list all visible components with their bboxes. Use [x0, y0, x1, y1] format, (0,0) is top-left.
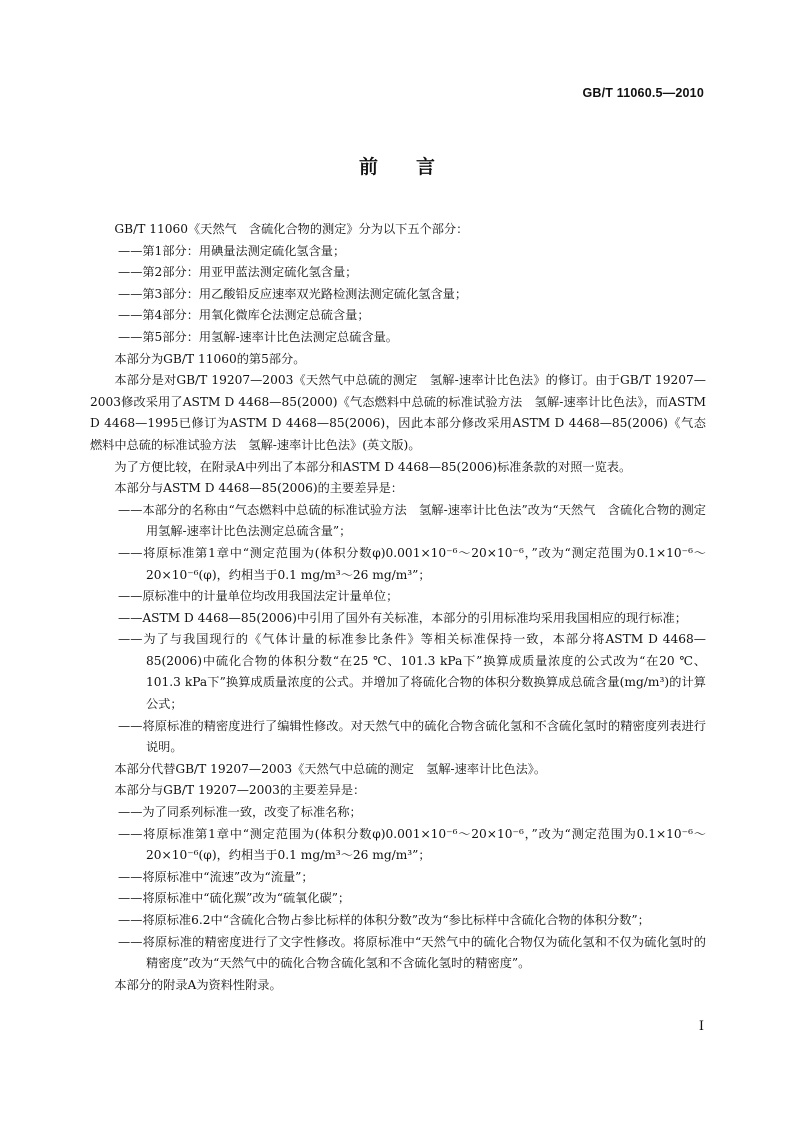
- list-item: ——ASTM D 4468—85(2006)中引用了国外有关标准，本部分的引用标准均采用我国相应的现行标准；: [118, 610, 687, 625]
- list-item: ——本部分的名称由“气态燃料中总硫的标准试验方法 氢解-速率计比色法”改为“天然气 含硫化合物的测定 用氢解-速率计比色法测定总硫含量”；: [118, 502, 719, 539]
- page-title: 前言: [358, 156, 473, 178]
- paragraph: 本部分是对GB/T 19207—2003《天然气中总硫的测定 氢解-速率计比色法》的修订。由于GB/T 19207—2003修改采用了ASTM D 4468—85(2000)《气态燃料中总硫的标准试验方法 氢解-速率计比色法》，而ASTM D 4468—1995已修订为ASTM D 4468—85(2006)，因此本部分修改采用ASTM D 4468—85(2006)《气态燃料中总硫的标准试验方法 氢解-速率计比色法》(英文版)。: [90, 373, 706, 452]
- foreword-body: [90, 219, 719, 996]
- paragraph: GB/T 11060《天然气 含硫化合物的测定》分为以下五个部分：: [114, 222, 469, 236]
- list-item: ——将原标准的精密度进行了编辑性修改。对天然气中的硫化合物含硫化氢和不含硫化氢时的精密度列表进行说明。: [118, 718, 706, 755]
- paragraph: 本部分为GB/T 11060的第5部分。: [114, 351, 306, 366]
- standard-code: GB/T 11060.5—2010: [582, 86, 704, 100]
- paragraph: 本部分与GB/T 19207—2003的主要差异是：: [114, 783, 366, 798]
- list-item: ——第5部分：用氢解-速率计比色法测定总硫含量。: [118, 329, 398, 344]
- list-item: ——第4部分：用氧化微库仑法测定总硫含量；: [118, 308, 370, 323]
- list-item: ——第3部分：用乙酸铅反应速率双光路检测法测定硫化氢含量；: [118, 286, 468, 301]
- list-item: ——将原标准6.2中“含硫化合物占参比标样的体积分数”改为“参比标样中含硫化合物的体积分数”；: [118, 913, 650, 927]
- list-item: ——原标准中的计量单位均改用我国法定计量单位；: [118, 589, 399, 604]
- list-item: ——第1部分：用碘量法测定硫化氢含量；: [118, 243, 346, 258]
- list-item: ——为了与我国现行的《气体计量的标准参比条件》等相关标准保持一致，本部分将ASTM D 4468—85(2006)中硫化合物的体积分数“在25 ℃、101.3 kPa下”换算成质量浓度的公式改为“在20 ℃、101.3 kPa下”换算成质量浓度的公式。并增加了将硫化合物的体积分数换算成总硫含量(mg/m³)的计算公式；: [118, 632, 706, 712]
- list-item: ——为了同系列标准一致，改变了标准名称；: [118, 805, 362, 820]
- list-item: ——将原标准中“硫化羰”改为“硫氧化碳”；: [118, 891, 351, 906]
- list-item: ——将原标准的精密度进行了文字性修改。将原标准中“天然气中的硫化合物仅为硫化氢和不仅为硫化氢时的精密度”改为“天然气中的硫化合物含硫化氢和不含硫化氢时的精密度”。: [118, 934, 706, 971]
- paragraph: 本部分代替GB/T 19207—2003《天然气中总硫的测定 氢解-速率计比色法》。: [114, 761, 547, 776]
- page-number: I: [698, 1019, 704, 1034]
- list-item: ——第2部分：用亚甲蓝法测定硫化氢含量；: [118, 265, 358, 280]
- list-item: ——将原标准第1章中“测定范围为(体积分数φ)0.001×10⁻⁶～20×10⁻⁶，”改为“测定范围为0.1×10⁻⁶～20×10⁻⁶(φ)，约相当于0.1 mg/m³～26 mg/m³”；: [118, 826, 706, 863]
- paragraph: 本部分与ASTM D 4468—85(2006)的主要差异是：: [114, 481, 403, 496]
- paragraph: 为了方便比较，在附录A中列出了本部分和ASTM D 4468—85(2006)标准条款的对照一览表。: [114, 459, 632, 474]
- list-item: ——将原标准中“流速”改为“流量”；: [118, 869, 314, 884]
- list-item: ——将原标准第1章中“测定范围为(体积分数φ)0.001×10⁻⁶～20×10⁻⁶，”改为“测定范围为0.1×10⁻⁶～20×10⁻⁶(φ)，约相当于0.1 mg/m³～26 mg/m³”；: [118, 545, 706, 582]
- paragraph: 本部分的附录A为资料性附录。: [114, 977, 282, 992]
